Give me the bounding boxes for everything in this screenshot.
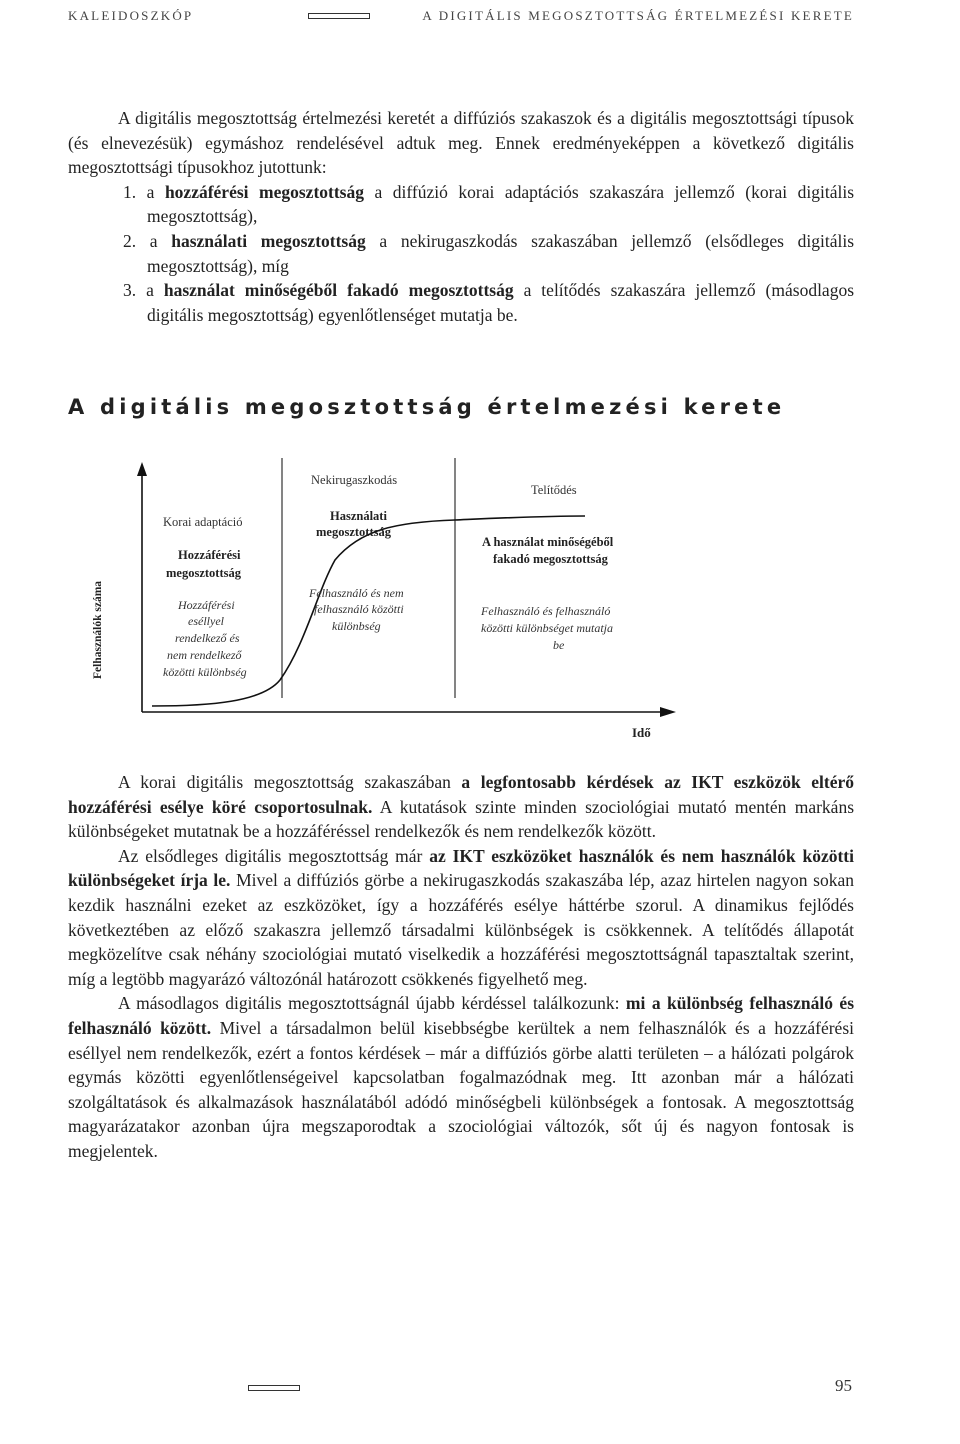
divide-label-quality-1: A használat minőségéből [482, 535, 614, 549]
intro-paragraph: A digitális megosztottság értelmezési keretét a diffúziós szakaszok és a digitális megosztottsági típusok (és elnevezésük) egymáshoz rendelésével adtuk meg. Ennek eredményeképpen a következő digitális megosztottsági típusokhoz jutottunk: [68, 108, 854, 178]
phase-label-saturation: Telítődés [531, 483, 577, 497]
page-number: 95 [835, 1376, 852, 1395]
phase2-desc-line: különbség [332, 619, 381, 633]
divide-label-usage-1: Használati [330, 509, 387, 523]
phase1-desc-line: Hozzáférési [178, 598, 235, 612]
y-axis-arrow [137, 462, 147, 476]
list-item: 3. a használat minőségéből fakadó megosztottság a telítődés szakaszára jellemző (másodlagos digitális megosztottság) egyenlőtlenséget mutatja be. [123, 280, 855, 325]
phase-label-early: Korai adaptáció [163, 515, 243, 529]
list-item: 2. a használati megosztottság a nekirugaszkodás szakaszában jellemző (elsődleges digitális megosztottság), míg [123, 230, 854, 276]
phase3-desc-line: közötti különbséget mutatja [481, 621, 613, 635]
divide-label-access-1: Hozzáférési [178, 548, 241, 562]
body-paragraph: A korai digitális megosztottság szakaszában a legfontosabb kérdések az IKT eszközök eltérő hozzáférési esélye köré csoportosulnak. A kutatások szinte minden szociológiai mutató mentén markáns különbségeket mutatnak be a hozzáféréssel rendelkezők és nem rendelkezők között. [68, 772, 854, 842]
phase1-desc-line: rendelkező és [175, 631, 240, 645]
header-title: A DIGITÁLIS MEGOSZTOTTSÁG ÉRTELMEZÉSI KERETE [422, 8, 854, 23]
phase-label-takeoff: Nekirugaszkodás [311, 473, 398, 487]
x-axis-arrow [660, 707, 676, 717]
phase1-desc-line: nem rendelkező [167, 648, 242, 662]
divide-type-list [68, 180, 854, 328]
phase2-desc-line: felhasználó közötti [314, 602, 404, 616]
x-axis-label: Idő [632, 725, 651, 740]
phase1-desc-line: eséllyel [188, 614, 224, 628]
list-item-term: hozzáférési megosztottság [164, 181, 364, 202]
emphasis: az IKT eszközöket használók és nem használók közötti különbségeket írja le. [68, 845, 854, 891]
header-rule [308, 13, 370, 19]
intro-section [68, 106, 854, 327]
running-header [68, 8, 854, 28]
diffusion-diagram [0, 440, 960, 760]
divide-label-access-2: megosztottság [166, 566, 241, 580]
list-item: 1. a hozzáférési megosztottság a diffúzió korai adaptációs szakaszára jellemző (korai digitális megosztottság), [123, 181, 854, 227]
divide-label-quality-2: fakadó megosztottság [493, 552, 608, 566]
emphasis: a legfontosabb kérdések az IKT eszközök eltérő hozzáférési esélye köré csoportosulnak. [68, 772, 854, 817]
list-item-term: használat minőségéből fakadó megosztottság [163, 280, 514, 301]
divide-label-usage-2: megosztottság [316, 525, 391, 539]
emphasis: mi a különbség felhasználó és felhasználó között. [68, 993, 855, 1038]
phase3-desc-line: Felhasználó és felhasználó [481, 604, 611, 618]
header-journal: KALEIDOSZKÓP [68, 8, 194, 23]
list-item-term: használati megosztottság [171, 230, 366, 251]
body-section [68, 770, 854, 1164]
phase2-desc-line: Felhasználó és nem [309, 586, 404, 600]
figure-title: A digitális megosztottság értelmezési kerete [68, 395, 786, 419]
footer-rule [248, 1385, 300, 1391]
phase1-desc-line: közötti különbség [163, 665, 247, 679]
body-paragraph: Az elsődleges digitális megosztottság már az IKT eszközöket használók és nem használók közötti különbségeket írja le. Mivel a diffúziós görbe a nekirugaszkodás szakaszába lép, azaz hirtelen nagyon sokan kezdik használni ezeket az eszközöket, így a hozzáférés esélye háttérbe szorul. A dinamikus fejlődés következtében az előző szakaszra jellemző társadalmi különbségek is csökkennek. A telítődés állapotát megközelítve csak néhány szociológiai mutató viselkedik a hozzáférési megosztottságnál tapasztaltak szerint, míg a legtöbb magyarázó változónál határozott csökkenés figyelhető meg. [68, 845, 855, 989]
y-axis-label: Felhasználók száma [92, 580, 104, 680]
body-paragraph: A másodlagos digitális megosztottságnál újabb kérdéssel találkozunk: mi a különbség felhasználó és felhasználó között. Mivel a társadalmon belül kisebbségbe kerültek a nem felhasználók és a hozzáférési eséllyel nem rendelkezők, ezért a fontos kérdések – már a diffúziós görbe alatti területen – a hálózati polgárok egymás közötti egyenlőtlenségeivel kapcsolatban fogalmazódnak meg. Itt azonban már a hálózati szolgáltatások és alkalmazások használatából adódó minőségbeli különbségek a fontosak. A megosztottság magyarázatakor azonban újra megszaporodtak a szociológiai változók, sőt új és nagyon fontosak is megjelentek. [68, 993, 855, 1161]
phase3-desc-line: be [553, 638, 565, 652]
